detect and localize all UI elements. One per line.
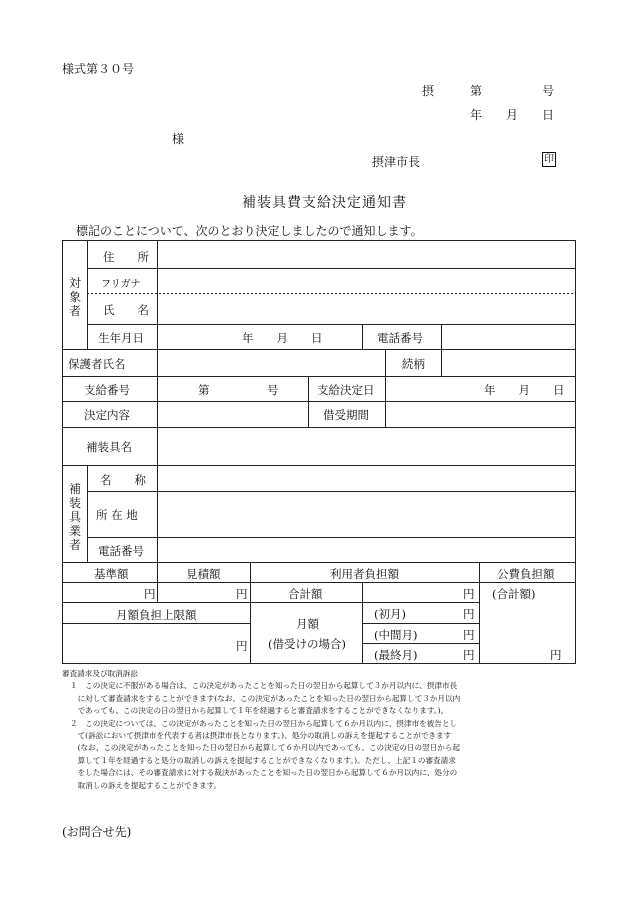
decision-date-value: 年 月 日 bbox=[484, 383, 565, 397]
last-month-yen: 円 bbox=[463, 648, 475, 662]
public-total-yen: 円 bbox=[550, 648, 562, 662]
relation-label: 続柄 bbox=[402, 357, 425, 371]
notes-line: て(訴訟において摂津市を代表する者は摂津市長となります。)、処分の取消しの訴えを提起することができます bbox=[70, 731, 452, 741]
rental-period-label: 借受期間 bbox=[323, 408, 369, 422]
notes-line: をした場合には、その審査請求に対する裁決があったことを知った日の翌日から起算して６か月以内に、処分の bbox=[70, 768, 458, 778]
monthly-label: 月額 bbox=[296, 617, 319, 631]
notes-line: １ この決定に不服がある場合は、この決定があったことを知った日の翌日から起算して３か月以内に、摂津市長 bbox=[70, 681, 458, 691]
reference-number: 摂 第 号 bbox=[422, 84, 555, 98]
appeal-notes bbox=[62, 668, 566, 792]
notes-line: 取消しの訴えを提起することができます。 bbox=[70, 780, 222, 790]
birthdate-label: 生年月日 bbox=[98, 331, 144, 345]
notes-heading: 審査請求及び取消訴訟 bbox=[62, 669, 138, 678]
issuer-name: 摂津市長 bbox=[372, 155, 421, 169]
payment-no-label: 支給番号 bbox=[84, 383, 130, 397]
guardian-label: 保護者氏名 bbox=[68, 357, 126, 371]
notes-line: ２ この決定については、この決定があったことを知った日の翌日から起算して６か月以内に、摂津市を被告とし bbox=[70, 718, 458, 728]
base-amount-label: 基準額 bbox=[94, 567, 129, 581]
notes-line: 算して１年を経過すると処分の取消しの訴えを提起することができなくなります。)。ただし、上記１の審査請求 bbox=[70, 755, 456, 765]
monthly-cap-label: 月額負担上限額 bbox=[116, 608, 197, 622]
first-month-label: (初月) bbox=[374, 607, 406, 621]
intro-text: 標記のことについて、次のとおり決定しましたので通知します。 bbox=[76, 224, 423, 238]
address-label: 住 所 bbox=[103, 250, 149, 264]
decision-date-label: 支給決定日 bbox=[317, 383, 375, 397]
monthly-note: (借受けの場合) bbox=[268, 637, 346, 651]
last-month-label: (最終月) bbox=[374, 648, 418, 662]
document-title: 補装具費支給決定通知書 bbox=[242, 195, 407, 211]
total-yen: 円 bbox=[463, 587, 475, 601]
notes-line: (なお、この決定があったことを知った日の翌日から起算して６か月以内であっても、この決定の日の翌日から起 bbox=[70, 743, 461, 753]
first-month-yen: 円 bbox=[463, 607, 475, 621]
notes-line: に対して審査請求をすることができます(なお、この決定があったことを知った日の翌日から起算して３か月以内 bbox=[70, 693, 461, 703]
device-name-label: 補装具名 bbox=[86, 440, 132, 454]
vendor-address-label: 所 在 地 bbox=[96, 508, 138, 522]
notes-line: であっても、この決定の日の翌日から起算して１年を経過すると審査請求をすることができなくなります。)。 bbox=[70, 706, 449, 716]
payment-no-value: 第 号 bbox=[198, 383, 279, 397]
furigana-label: フリガナ bbox=[101, 279, 141, 290]
addressee-suffix: 様 bbox=[172, 132, 185, 146]
user-burden-label: 利用者負担額 bbox=[330, 567, 399, 581]
base-amount-yen: 円 bbox=[144, 587, 156, 601]
vendor-phone-label: 電話番号 bbox=[98, 544, 144, 558]
estimate-label: 見積額 bbox=[186, 567, 221, 581]
total-label: 合計額 bbox=[288, 587, 323, 601]
vendor-name-label: 名 称 bbox=[100, 473, 146, 487]
issue-date: 年 月 日 bbox=[470, 108, 555, 122]
name-label: 氏 名 bbox=[103, 303, 149, 317]
monthly-cap-yen: 円 bbox=[236, 639, 248, 653]
seal-mark: 印 bbox=[544, 154, 554, 165]
decision-content-label: 決定内容 bbox=[84, 408, 130, 422]
birthdate-value: 年 月 日 bbox=[242, 331, 323, 345]
public-total-label: (合計額) bbox=[492, 587, 536, 601]
phone-label: 電話番号 bbox=[377, 331, 423, 345]
estimate-yen: 円 bbox=[236, 587, 248, 601]
vendor-group-label: 補装具業者 bbox=[68, 482, 81, 552]
public-burden-label: 公費負担額 bbox=[497, 567, 555, 581]
form-number: 様式第３０号 bbox=[62, 62, 135, 76]
contact-label: (お問合せ先) bbox=[62, 825, 132, 839]
middle-month-label: (中間月) bbox=[374, 628, 418, 642]
middle-month-yen: 円 bbox=[463, 628, 475, 642]
target-group-label: 対象者 bbox=[68, 276, 81, 318]
